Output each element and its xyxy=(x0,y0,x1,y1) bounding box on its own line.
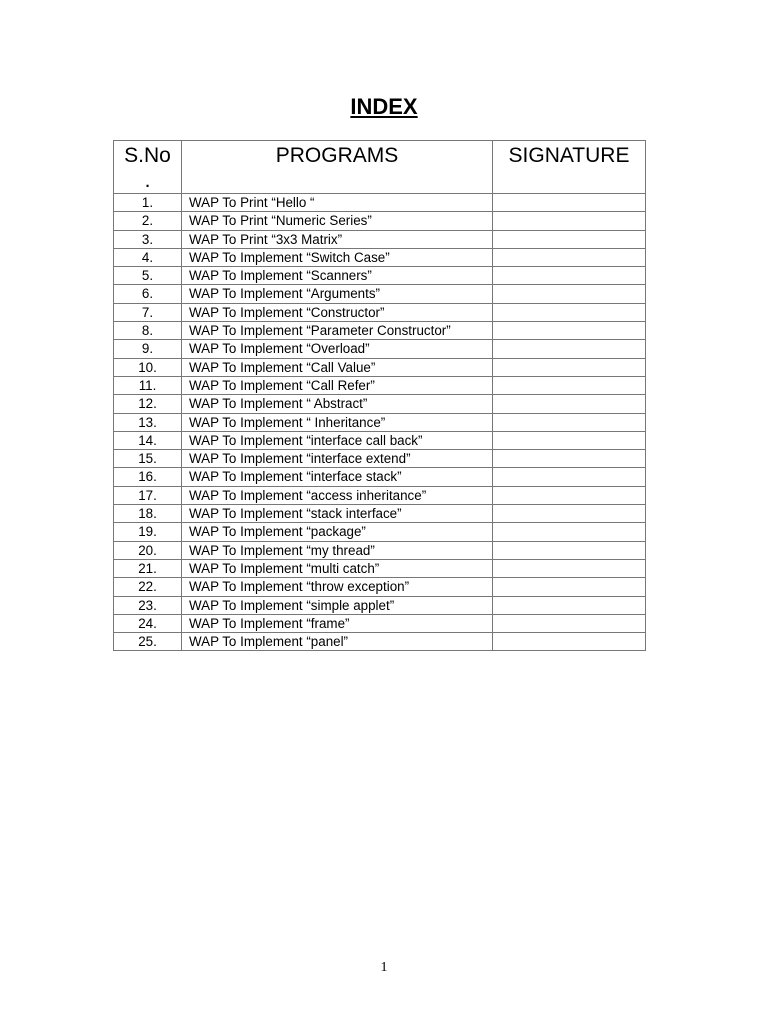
row-sno: 5. xyxy=(114,267,182,285)
row-program: WAP To Implement “interface call back” xyxy=(182,431,493,449)
row-sno: 4. xyxy=(114,248,182,266)
table-row xyxy=(114,395,646,413)
row-sno: 23. xyxy=(114,596,182,614)
table-row xyxy=(114,267,646,285)
row-signature xyxy=(493,285,646,303)
row-sno: 25. xyxy=(114,633,182,651)
row-program: WAP To Implement “ Abstract” xyxy=(182,395,493,413)
row-signature xyxy=(493,559,646,577)
row-signature xyxy=(493,194,646,212)
row-signature xyxy=(493,541,646,559)
table-row xyxy=(114,450,646,468)
table-row xyxy=(114,468,646,486)
row-program: WAP To Implement “Overload” xyxy=(182,340,493,358)
row-signature xyxy=(493,614,646,632)
row-sno: 1. xyxy=(114,194,182,212)
row-program: WAP To Implement “stack interface” xyxy=(182,505,493,523)
row-signature xyxy=(493,340,646,358)
row-program: WAP To Implement “panel” xyxy=(182,633,493,651)
row-signature xyxy=(493,230,646,248)
row-program: WAP To Implement “frame” xyxy=(182,614,493,632)
row-program: WAP To Implement “package” xyxy=(182,523,493,541)
row-signature xyxy=(493,376,646,394)
row-program: WAP To Implement “ Inheritance” xyxy=(182,413,493,431)
header-signature: SIGNATURE xyxy=(493,141,646,194)
row-sno: 14. xyxy=(114,431,182,449)
table-row xyxy=(114,633,646,651)
table-row xyxy=(114,541,646,559)
table-row xyxy=(114,230,646,248)
table-row xyxy=(114,559,646,577)
row-sno: 22. xyxy=(114,578,182,596)
table-row xyxy=(114,303,646,321)
row-program: WAP To Implement “Parameter Constructor” xyxy=(182,322,493,340)
table-row xyxy=(114,376,646,394)
row-signature xyxy=(493,358,646,376)
row-sno: 21. xyxy=(114,559,182,577)
table-row xyxy=(114,431,646,449)
row-program: WAP To Implement “interface stack” xyxy=(182,468,493,486)
table-row xyxy=(114,212,646,230)
row-program: WAP To Implement “Call Refer” xyxy=(182,376,493,394)
row-sno: 10. xyxy=(114,358,182,376)
row-sno: 2. xyxy=(114,212,182,230)
row-sno: 17. xyxy=(114,486,182,504)
table-header-row xyxy=(114,141,646,194)
table-row xyxy=(114,413,646,431)
row-sno: 3. xyxy=(114,230,182,248)
table-row xyxy=(114,322,646,340)
row-program: WAP To Implement “simple applet” xyxy=(182,596,493,614)
row-program: WAP To Implement “throw exception” xyxy=(182,578,493,596)
row-program: WAP To Implement “Constructor” xyxy=(182,303,493,321)
row-sno: 13. xyxy=(114,413,182,431)
row-sno: 8. xyxy=(114,322,182,340)
row-sno: 15. xyxy=(114,450,182,468)
index-table xyxy=(113,140,646,651)
row-sno: 16. xyxy=(114,468,182,486)
row-signature xyxy=(493,212,646,230)
row-program: WAP To Implement “interface extend” xyxy=(182,450,493,468)
header-sno-label: S.No . xyxy=(124,144,171,192)
table-row xyxy=(114,505,646,523)
row-sno: 7. xyxy=(114,303,182,321)
row-signature xyxy=(493,413,646,431)
row-sno: 11. xyxy=(114,376,182,394)
table-row xyxy=(114,194,646,212)
row-program: WAP To Implement “Call Value” xyxy=(182,358,493,376)
row-sno: 9. xyxy=(114,340,182,358)
row-signature xyxy=(493,450,646,468)
row-signature xyxy=(493,322,646,340)
row-signature xyxy=(493,596,646,614)
row-program: WAP To Print “Hello “ xyxy=(182,194,493,212)
row-signature xyxy=(493,248,646,266)
row-sno: 24. xyxy=(114,614,182,632)
table-row xyxy=(114,358,646,376)
row-program: WAP To Implement “Arguments” xyxy=(182,285,493,303)
row-sno: 20. xyxy=(114,541,182,559)
table-row xyxy=(114,340,646,358)
table-row xyxy=(114,596,646,614)
table-row xyxy=(114,523,646,541)
row-program: WAP To Implement “Scanners” xyxy=(182,267,493,285)
table-row xyxy=(114,248,646,266)
page-number: 1 xyxy=(380,960,388,975)
row-signature xyxy=(493,523,646,541)
table-row xyxy=(114,614,646,632)
row-program: WAP To Implement “access inheritance” xyxy=(182,486,493,504)
row-program: WAP To Implement “multi catch” xyxy=(182,559,493,577)
row-signature xyxy=(493,431,646,449)
table-row xyxy=(114,285,646,303)
row-signature xyxy=(493,486,646,504)
row-signature xyxy=(493,468,646,486)
header-sno xyxy=(114,141,182,194)
table-row xyxy=(114,578,646,596)
table-row xyxy=(114,486,646,504)
row-program: WAP To Implement “Switch Case” xyxy=(182,248,493,266)
row-program: WAP To Print “3x3 Matrix” xyxy=(182,230,493,248)
row-sno: 18. xyxy=(114,505,182,523)
row-signature xyxy=(493,633,646,651)
row-signature xyxy=(493,303,646,321)
row-signature xyxy=(493,395,646,413)
row-signature xyxy=(493,267,646,285)
row-signature xyxy=(493,505,646,523)
table-body xyxy=(114,194,646,651)
row-program: WAP To Implement “my thread” xyxy=(182,541,493,559)
header-programs: PROGRAMS xyxy=(182,141,493,194)
row-sno: 12. xyxy=(114,395,182,413)
row-sno: 19. xyxy=(114,523,182,541)
row-sno: 6. xyxy=(114,285,182,303)
page-title: INDEX xyxy=(350,94,418,119)
row-signature xyxy=(493,578,646,596)
row-program: WAP To Print “Numeric Series” xyxy=(182,212,493,230)
